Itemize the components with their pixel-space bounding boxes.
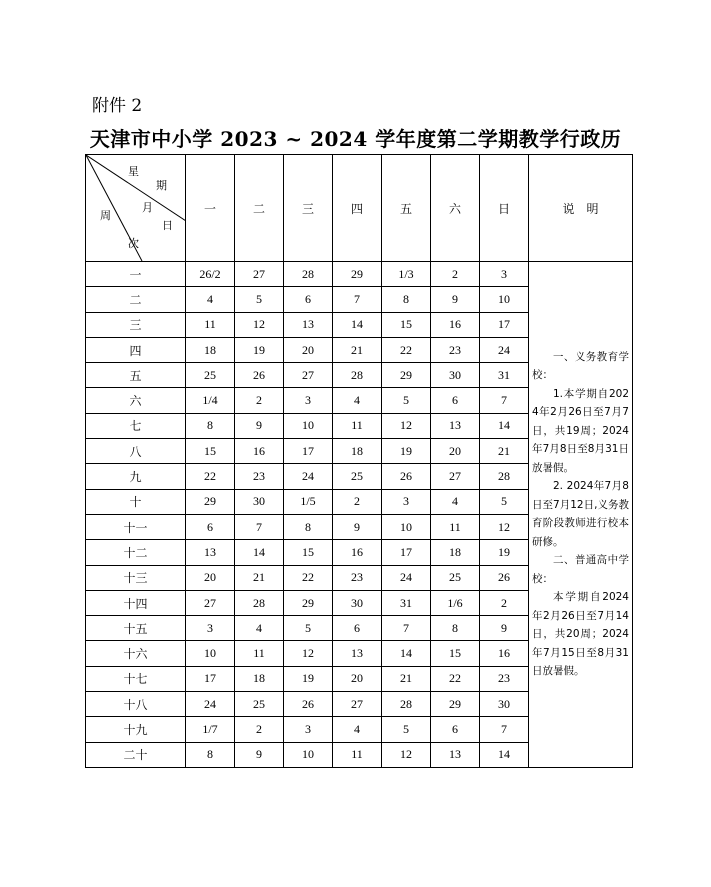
date-cell: 8: [186, 742, 235, 767]
week-number-cell: 三: [86, 312, 186, 337]
notes-header: 说 明: [529, 155, 633, 262]
date-cell: 27: [186, 590, 235, 615]
date-cell: 5: [480, 489, 529, 514]
calendar-table: [85, 154, 633, 768]
note-paragraph: 1.本学期自2024年2月26日至7月7日，共19周；2024年7月8日至8月31日放暑假。: [532, 387, 629, 474]
date-cell: 7: [480, 388, 529, 413]
date-cell: 2: [235, 388, 284, 413]
date-cell: 21: [235, 565, 284, 590]
date-cell: 23: [235, 464, 284, 489]
week-number-cell: 十四: [86, 590, 186, 615]
day-header-wed: 三: [284, 155, 333, 262]
date-cell: 30: [431, 363, 480, 388]
date-cell: 1/3: [382, 262, 431, 287]
date-cell: 1/7: [186, 717, 235, 742]
date-cell: 17: [186, 666, 235, 691]
date-cell: 21: [333, 337, 382, 362]
date-cell: 15: [382, 312, 431, 337]
corner-label-xing: 星: [128, 165, 139, 178]
week-number-cell: 二十: [86, 742, 186, 767]
date-cell: 18: [186, 337, 235, 362]
date-cell: 21: [480, 439, 529, 464]
date-cell: 22: [431, 666, 480, 691]
day-header-sun: 日: [480, 155, 529, 262]
date-cell: 25: [235, 692, 284, 717]
date-cell: 4: [235, 616, 284, 641]
date-cell: 7: [333, 287, 382, 312]
date-cell: 13: [186, 540, 235, 565]
date-cell: 1/5: [284, 489, 333, 514]
date-cell: 11: [333, 413, 382, 438]
date-cell: 29: [333, 262, 382, 287]
date-cell: 16: [235, 439, 284, 464]
week-number-cell: 十二: [86, 540, 186, 565]
date-cell: 2: [235, 717, 284, 742]
date-cell: 3: [284, 717, 333, 742]
date-cell: 25: [431, 565, 480, 590]
date-cell: 5: [284, 616, 333, 641]
date-cell: 3: [186, 616, 235, 641]
date-cell: 14: [235, 540, 284, 565]
date-cell: 27: [235, 262, 284, 287]
date-cell: 29: [431, 692, 480, 717]
day-header-mon: 一: [186, 155, 235, 262]
date-cell: 10: [186, 641, 235, 666]
date-cell: 6: [333, 616, 382, 641]
date-cell: 26: [235, 363, 284, 388]
day-header-sat: 六: [431, 155, 480, 262]
date-cell: 15: [431, 641, 480, 666]
date-cell: 5: [382, 388, 431, 413]
date-cell: 26: [284, 692, 333, 717]
date-cell: 26: [480, 565, 529, 590]
date-cell: 15: [284, 540, 333, 565]
corner-label-ri: 日: [162, 219, 173, 232]
date-cell: 7: [382, 616, 431, 641]
note-paragraph: 本学期自2024年2月26日至7月14日，共20周；2024年7月15日至8月31日放暑假。: [532, 591, 629, 678]
date-cell: 11: [235, 641, 284, 666]
date-cell: 22: [382, 337, 431, 362]
date-cell: 4: [431, 489, 480, 514]
date-cell: 20: [333, 666, 382, 691]
date-cell: 18: [333, 439, 382, 464]
corner-label-yue: 月: [142, 201, 153, 214]
notes-cell: [529, 262, 633, 768]
week-number-cell: 一: [86, 262, 186, 287]
header-row: [86, 155, 633, 262]
week-number-cell: 七: [86, 413, 186, 438]
date-cell: 17: [480, 312, 529, 337]
date-cell: 14: [480, 413, 529, 438]
date-cell: 12: [382, 742, 431, 767]
date-cell: 30: [235, 489, 284, 514]
date-cell: 13: [284, 312, 333, 337]
date-cell: 29: [382, 363, 431, 388]
date-cell: 11: [333, 742, 382, 767]
date-cell: 5: [382, 717, 431, 742]
note-paragraph: 2. 2024年7月8日至7月12日,义务教育阶段教师进行校本研修。: [532, 480, 629, 548]
date-cell: 28: [480, 464, 529, 489]
date-cell: 23: [333, 565, 382, 590]
week-number-cell: 六: [86, 388, 186, 413]
note-paragraph: 二、普通高中学校：: [532, 554, 629, 585]
date-cell: 8: [284, 514, 333, 539]
date-cell: 22: [284, 565, 333, 590]
date-cell: 26: [382, 464, 431, 489]
week-number-cell: 十七: [86, 666, 186, 691]
date-cell: 27: [284, 363, 333, 388]
date-cell: 28: [382, 692, 431, 717]
date-cell: 1/6: [431, 590, 480, 615]
corner-label-zhou: 周: [100, 209, 111, 222]
date-cell: 26/2: [186, 262, 235, 287]
corner-cell: [86, 155, 186, 262]
date-cell: 4: [186, 287, 235, 312]
week-number-cell: 十: [86, 489, 186, 514]
date-cell: 2: [431, 262, 480, 287]
date-cell: 6: [186, 514, 235, 539]
date-cell: 10: [382, 514, 431, 539]
date-cell: 4: [333, 717, 382, 742]
date-cell: 3: [480, 262, 529, 287]
date-cell: 23: [431, 337, 480, 362]
date-cell: 14: [333, 312, 382, 337]
date-cell: 19: [480, 540, 529, 565]
date-cell: 14: [382, 641, 431, 666]
date-cell: 9: [333, 514, 382, 539]
date-cell: 23: [480, 666, 529, 691]
week-number-cell: 九: [86, 464, 186, 489]
date-cell: 17: [284, 439, 333, 464]
week-row: [86, 262, 633, 287]
date-cell: 6: [431, 388, 480, 413]
day-header-fri: 五: [382, 155, 431, 262]
date-cell: 2: [480, 590, 529, 615]
page-title: 天津市中小学 2023 ~ 2024 学年度第二学期教学行政历: [89, 127, 622, 151]
week-number-cell: 十九: [86, 717, 186, 742]
date-cell: 24: [480, 337, 529, 362]
date-cell: 16: [333, 540, 382, 565]
date-cell: 24: [186, 692, 235, 717]
date-cell: 18: [431, 540, 480, 565]
date-cell: 21: [382, 666, 431, 691]
date-cell: 3: [382, 489, 431, 514]
date-cell: 12: [284, 641, 333, 666]
date-cell: 28: [284, 262, 333, 287]
date-cell: 27: [333, 692, 382, 717]
date-cell: 11: [186, 312, 235, 337]
date-cell: 10: [284, 413, 333, 438]
date-cell: 24: [382, 565, 431, 590]
date-cell: 10: [480, 287, 529, 312]
date-cell: 20: [284, 337, 333, 362]
date-cell: 31: [382, 590, 431, 615]
date-cell: 1/4: [186, 388, 235, 413]
date-cell: 7: [235, 514, 284, 539]
week-number-cell: 十八: [86, 692, 186, 717]
week-number-cell: 四: [86, 337, 186, 362]
date-cell: 31: [480, 363, 529, 388]
date-cell: 20: [431, 439, 480, 464]
date-cell: 3: [284, 388, 333, 413]
calendar-body: [86, 262, 633, 768]
date-cell: 25: [333, 464, 382, 489]
date-cell: 30: [480, 692, 529, 717]
annex-label: 附件 2: [92, 96, 143, 116]
date-cell: 19: [235, 337, 284, 362]
week-number-cell: 五: [86, 363, 186, 388]
date-cell: 19: [284, 666, 333, 691]
date-cell: 13: [431, 413, 480, 438]
date-cell: 12: [382, 413, 431, 438]
date-cell: 30: [333, 590, 382, 615]
date-cell: 12: [480, 514, 529, 539]
date-cell: 9: [235, 742, 284, 767]
corner-label-ci: 次: [128, 237, 139, 250]
date-cell: 14: [480, 742, 529, 767]
date-cell: 24: [284, 464, 333, 489]
date-cell: 9: [431, 287, 480, 312]
date-cell: 8: [382, 287, 431, 312]
date-cell: 27: [431, 464, 480, 489]
date-cell: 9: [480, 616, 529, 641]
date-cell: 2: [333, 489, 382, 514]
date-cell: 8: [431, 616, 480, 641]
day-header-thu: 四: [333, 155, 382, 262]
date-cell: 28: [333, 363, 382, 388]
date-cell: 12: [235, 312, 284, 337]
day-header-tue: 二: [235, 155, 284, 262]
date-cell: 4: [333, 388, 382, 413]
date-cell: 29: [284, 590, 333, 615]
date-cell: 10: [284, 742, 333, 767]
date-cell: 16: [431, 312, 480, 337]
date-cell: 13: [333, 641, 382, 666]
date-cell: 28: [235, 590, 284, 615]
date-cell: 25: [186, 363, 235, 388]
corner-label-qi: 期: [156, 179, 167, 192]
date-cell: 11: [431, 514, 480, 539]
date-cell: 5: [235, 287, 284, 312]
date-cell: 20: [186, 565, 235, 590]
date-cell: 6: [284, 287, 333, 312]
week-number-cell: 十三: [86, 565, 186, 590]
date-cell: 9: [235, 413, 284, 438]
date-cell: 16: [480, 641, 529, 666]
date-cell: 18: [235, 666, 284, 691]
date-cell: 22: [186, 464, 235, 489]
note-paragraph: 一、义务教育学校：: [532, 350, 629, 382]
date-cell: 8: [186, 413, 235, 438]
date-cell: 17: [382, 540, 431, 565]
date-cell: 19: [382, 439, 431, 464]
week-number-cell: 十五: [86, 616, 186, 641]
week-number-cell: 八: [86, 439, 186, 464]
date-cell: 6: [431, 717, 480, 742]
week-number-cell: 二: [86, 287, 186, 312]
date-cell: 7: [480, 717, 529, 742]
date-cell: 15: [186, 439, 235, 464]
date-cell: 29: [186, 489, 235, 514]
week-number-cell: 十一: [86, 514, 186, 539]
date-cell: 13: [431, 742, 480, 767]
week-number-cell: 十六: [86, 641, 186, 666]
